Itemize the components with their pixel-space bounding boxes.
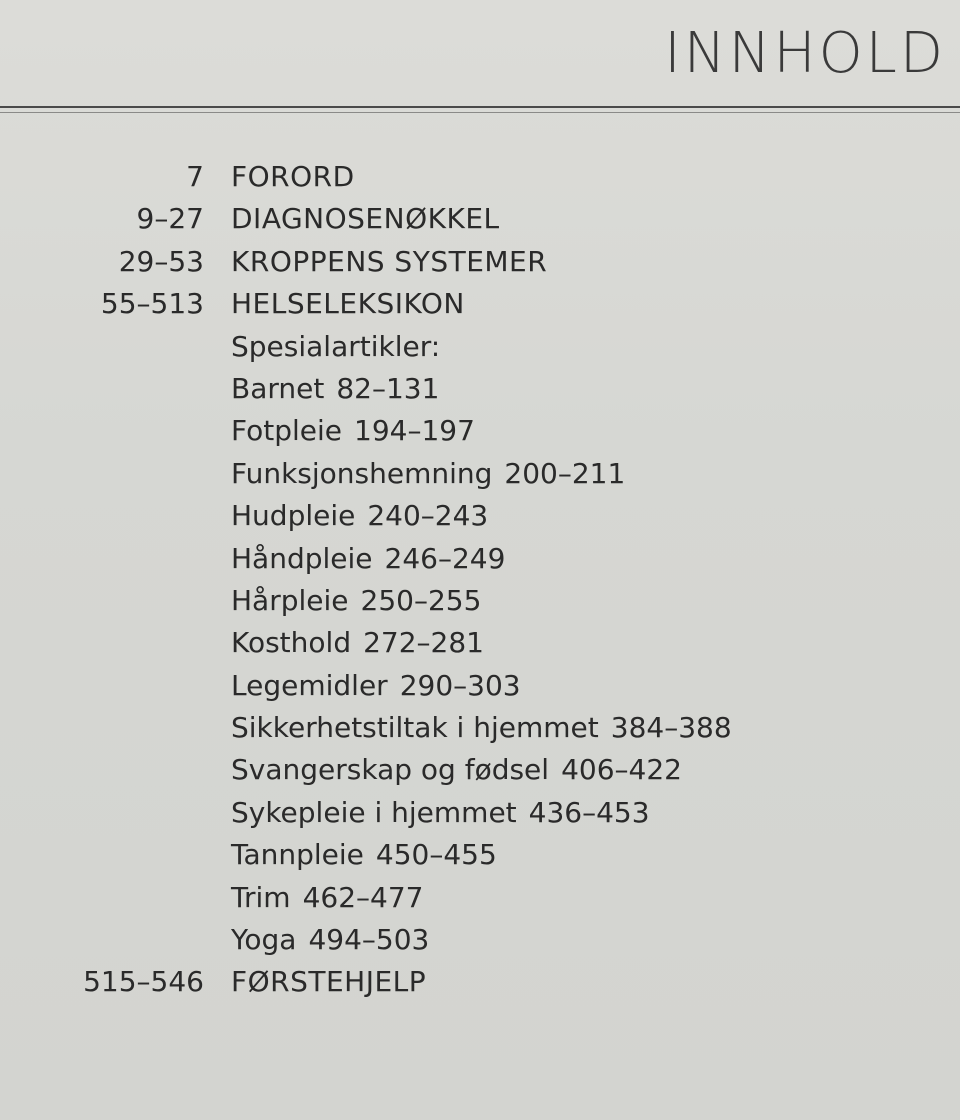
toc-label (231, 707, 732, 749)
toc-label (231, 368, 439, 410)
toc-label-text: HELSELEKSIKON (231, 287, 465, 321)
header-rule-thin (0, 112, 960, 113)
toc-entry (0, 156, 960, 198)
header-rule (0, 106, 960, 108)
table-of-contents (0, 156, 960, 1004)
toc-entry (0, 792, 960, 834)
toc-label (231, 961, 426, 1003)
toc-subentry-pages: 82–131 (336, 371, 440, 405)
toc-subentry-pages: 494–503 (308, 923, 430, 957)
toc-entry (0, 665, 960, 707)
toc-subentry-pages: 246–249 (384, 541, 506, 575)
toc-entry (0, 622, 960, 664)
toc-page-range: 7 (186, 160, 204, 193)
toc-label-text: Hudpleie (231, 499, 356, 533)
toc-entry (0, 198, 960, 240)
page-header (0, 0, 960, 120)
toc-label-text: Svangerskap og fødsel (231, 753, 550, 787)
toc-label (231, 665, 521, 707)
toc-entry (0, 495, 960, 537)
toc-label-text: Kosthold (231, 626, 352, 660)
toc-entry (0, 241, 960, 283)
toc-entry (0, 326, 960, 368)
toc-page-range: 55–513 (100, 287, 204, 321)
toc-label-text: Spesialartikler: (231, 329, 441, 363)
toc-label-text: Fotpleie (231, 414, 343, 448)
toc-label-text: DIAGNOSENØKKEL (231, 202, 500, 236)
toc-subentry-pages: 436–453 (528, 795, 650, 829)
toc-entry (0, 368, 960, 410)
toc-label (231, 410, 475, 452)
toc-entry (0, 961, 960, 1003)
toc-subentry-pages: 290–303 (399, 668, 521, 702)
toc-label-text: Barnet (231, 371, 325, 405)
toc-subentry-pages: 250–255 (360, 583, 482, 617)
toc-entry (0, 453, 960, 495)
toc-label (231, 580, 481, 622)
toc-entry (0, 919, 960, 961)
toc-subentry-pages: 272–281 (363, 626, 484, 660)
toc-subentry-pages: 406–422 (561, 753, 682, 787)
toc-subentry-pages: 200–211 (504, 456, 626, 490)
toc-entry (0, 538, 960, 580)
toc-label-text: Håndpleie (231, 541, 373, 575)
toc-subentry-pages: 450–455 (375, 838, 497, 872)
toc-label (231, 919, 429, 961)
toc-label-text: FØRSTEHJELP (231, 965, 427, 999)
toc-subentry-pages: 384–388 (610, 711, 732, 745)
toc-label (231, 834, 497, 876)
toc-label-text: Sikkerhetstiltak i hjemmet (231, 711, 599, 745)
toc-subentry-pages: 240–243 (367, 499, 489, 533)
toc-label (231, 453, 625, 495)
toc-label (231, 198, 500, 240)
toc-label (231, 792, 650, 834)
toc-subentry-pages: 194–197 (354, 414, 475, 448)
toc-label-text: FORORD (231, 160, 355, 193)
toc-entry (0, 580, 960, 622)
toc-label (231, 495, 488, 537)
toc-label (231, 283, 465, 325)
toc-label-text: Hårpleie (231, 583, 349, 617)
toc-label-text: Yoga (231, 923, 297, 957)
toc-label-text: KROPPENS SYSTEMER (231, 244, 548, 278)
toc-label-text: Trim (231, 880, 291, 914)
toc-page-range: 9–27 (136, 202, 204, 236)
toc-label-text: Legemidler (231, 668, 388, 702)
toc-label (231, 156, 355, 198)
toc-entry (0, 749, 960, 791)
toc-entry (0, 877, 960, 919)
toc-label (231, 749, 682, 791)
toc-label (231, 877, 423, 919)
toc-label-text: Sykepleie i hjemmet (231, 795, 517, 829)
toc-label (231, 326, 440, 368)
toc-entry (0, 283, 960, 325)
toc-page-range: 29–53 (118, 244, 204, 278)
toc-label (231, 622, 484, 664)
toc-label-text: Tannpleie (231, 838, 364, 872)
page-title: INNHOLD (664, 21, 946, 86)
toc-label (231, 241, 547, 283)
toc-page-range: 515–546 (83, 965, 204, 999)
toc-label-text: Funksjonshemning (231, 456, 493, 490)
toc-entry (0, 834, 960, 876)
toc-entry (0, 707, 960, 749)
toc-subentry-pages: 462–477 (302, 880, 424, 914)
toc-entry (0, 410, 960, 452)
toc-label (231, 538, 505, 580)
